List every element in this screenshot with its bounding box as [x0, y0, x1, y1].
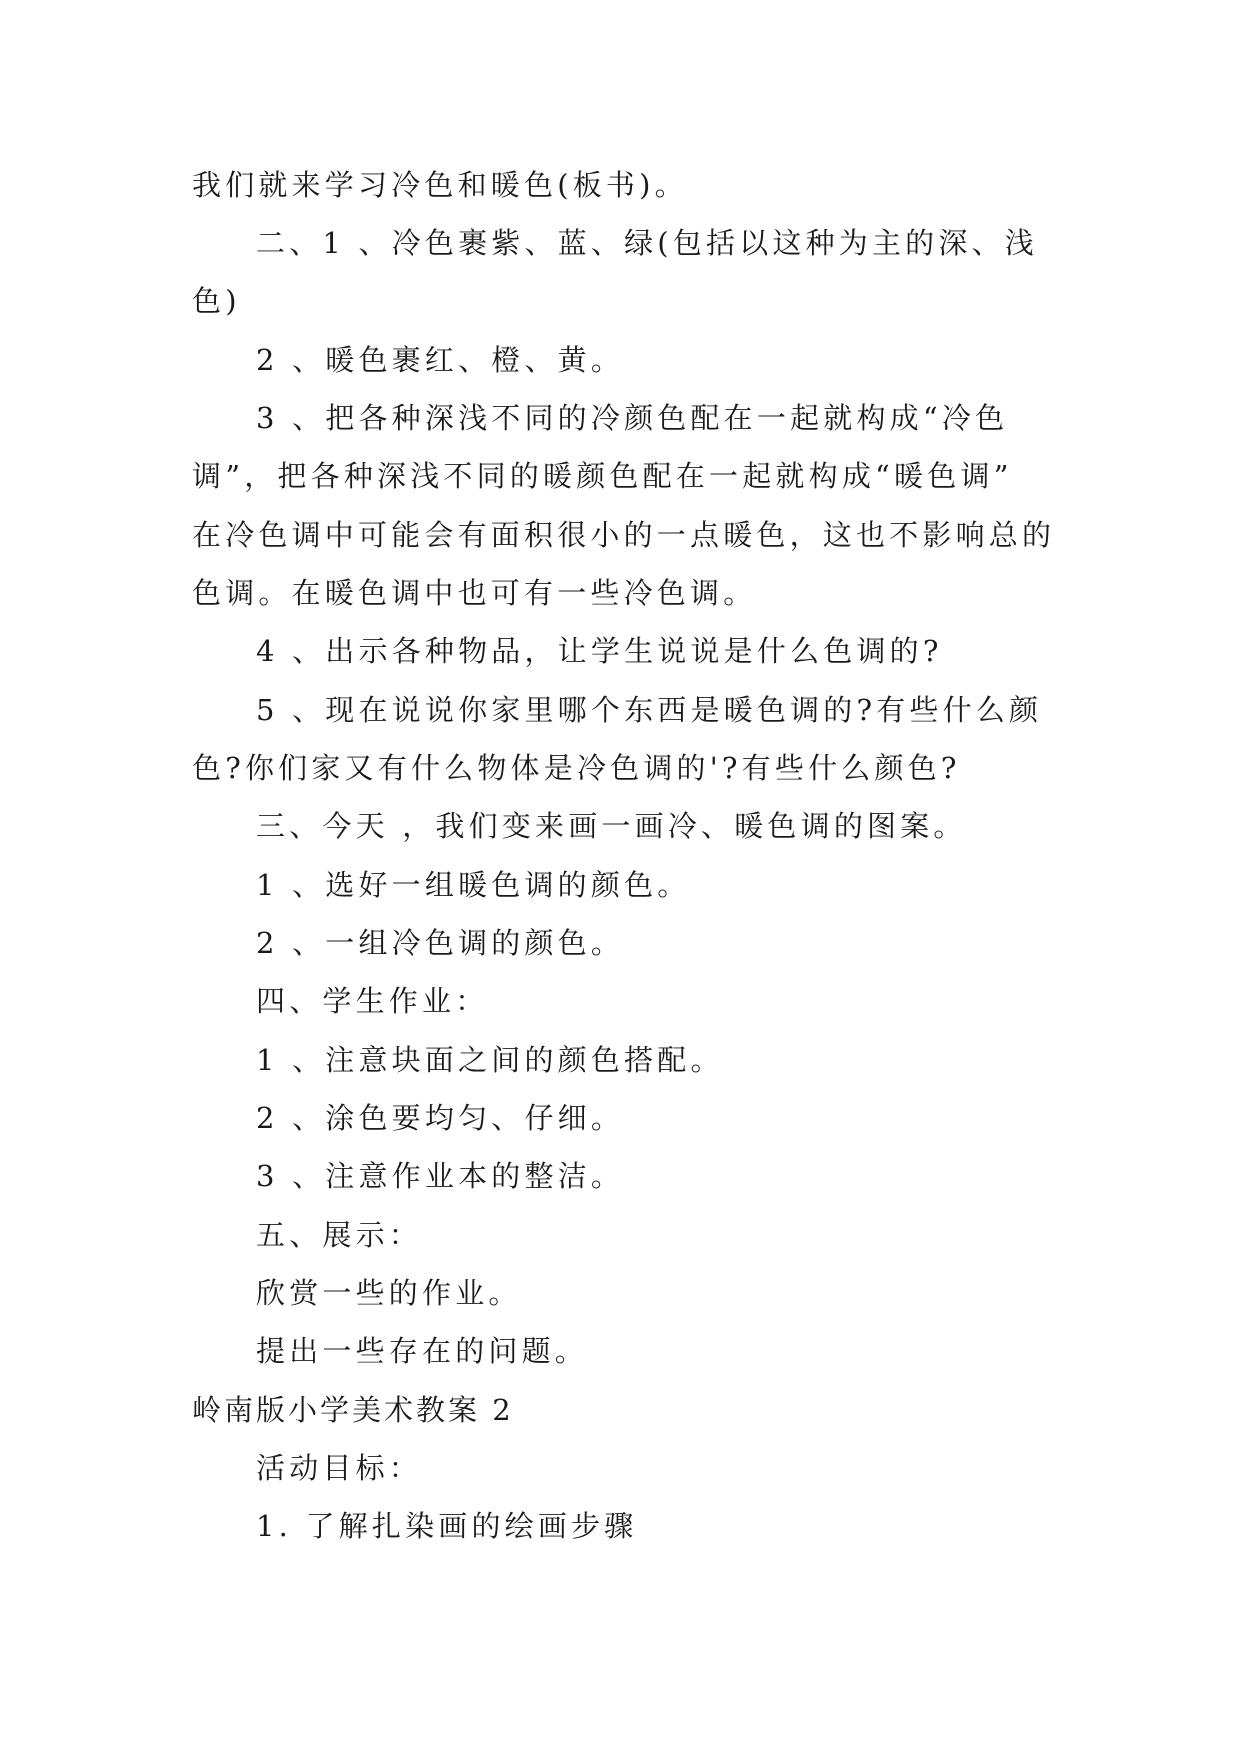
paragraph-line: 二、1 、冷色裹紫、蓝、绿(包括以这种为主的深、浅 [256, 226, 1038, 260]
paragraph-line: 五、展示： [256, 1218, 423, 1252]
paragraph-line: 色调。在暖色调中也可有一些冷色调。 [192, 576, 757, 610]
paragraph-line: 2 、暖色裹红、橙、黄。 [256, 343, 625, 377]
paragraph-line: 5 、现在说说你家里哪个东西是暖色调的?有些什么颜 [256, 693, 1043, 727]
paragraph-line: 提出一些存在的问题。 [256, 1334, 589, 1368]
paragraph-line: 1 、选好一组暖色调的颜色。 [256, 868, 691, 902]
paragraph-line: 欣赏一些的作业。 [256, 1276, 522, 1310]
paragraph-line: 色) [192, 284, 241, 318]
paragraph-line: 色?你们家又有什么物体是冷色调的'?有些什么颜色? [192, 751, 961, 785]
paragraph-line: 4 、出示各种物品，让学生说说是什么色调的? [256, 634, 943, 668]
paragraph-line: 1 、注意块面之间的颜色搭配。 [256, 1043, 724, 1077]
paragraph-line: 三、今天 ，我们变来画一画冷、暖色调的图案。 [256, 809, 967, 843]
paragraph-line: 调”，把各种深浅不同的暖颜色配在一起就构成“暖色调” [192, 459, 1013, 493]
paragraph-line: 2 、一组冷色调的颜色。 [256, 926, 625, 960]
section-heading: 岭南版小学美术教案 2 [192, 1393, 514, 1427]
paragraph-line: 在冷色调中可能会有面积很小的一点暖色，这也不影响总的 [192, 518, 1056, 552]
paragraph-line: 我们就来学习冷色和暖色(板书)。 [192, 168, 688, 202]
paragraph-line: 3 、把各种深浅不同的冷颜色配在一起就构成“冷色 [256, 401, 1009, 435]
paragraph-line: 四、学生作业： [256, 984, 489, 1018]
paragraph-line: 2 、涂色要均匀、仔细。 [256, 1101, 625, 1135]
paragraph-line: 活动目标： [256, 1451, 423, 1485]
paragraph-line: 3 、注意作业本的整洁。 [256, 1159, 625, 1193]
paragraph-line: 1. 了解扎染画的绘画步骤 [256, 1509, 638, 1543]
